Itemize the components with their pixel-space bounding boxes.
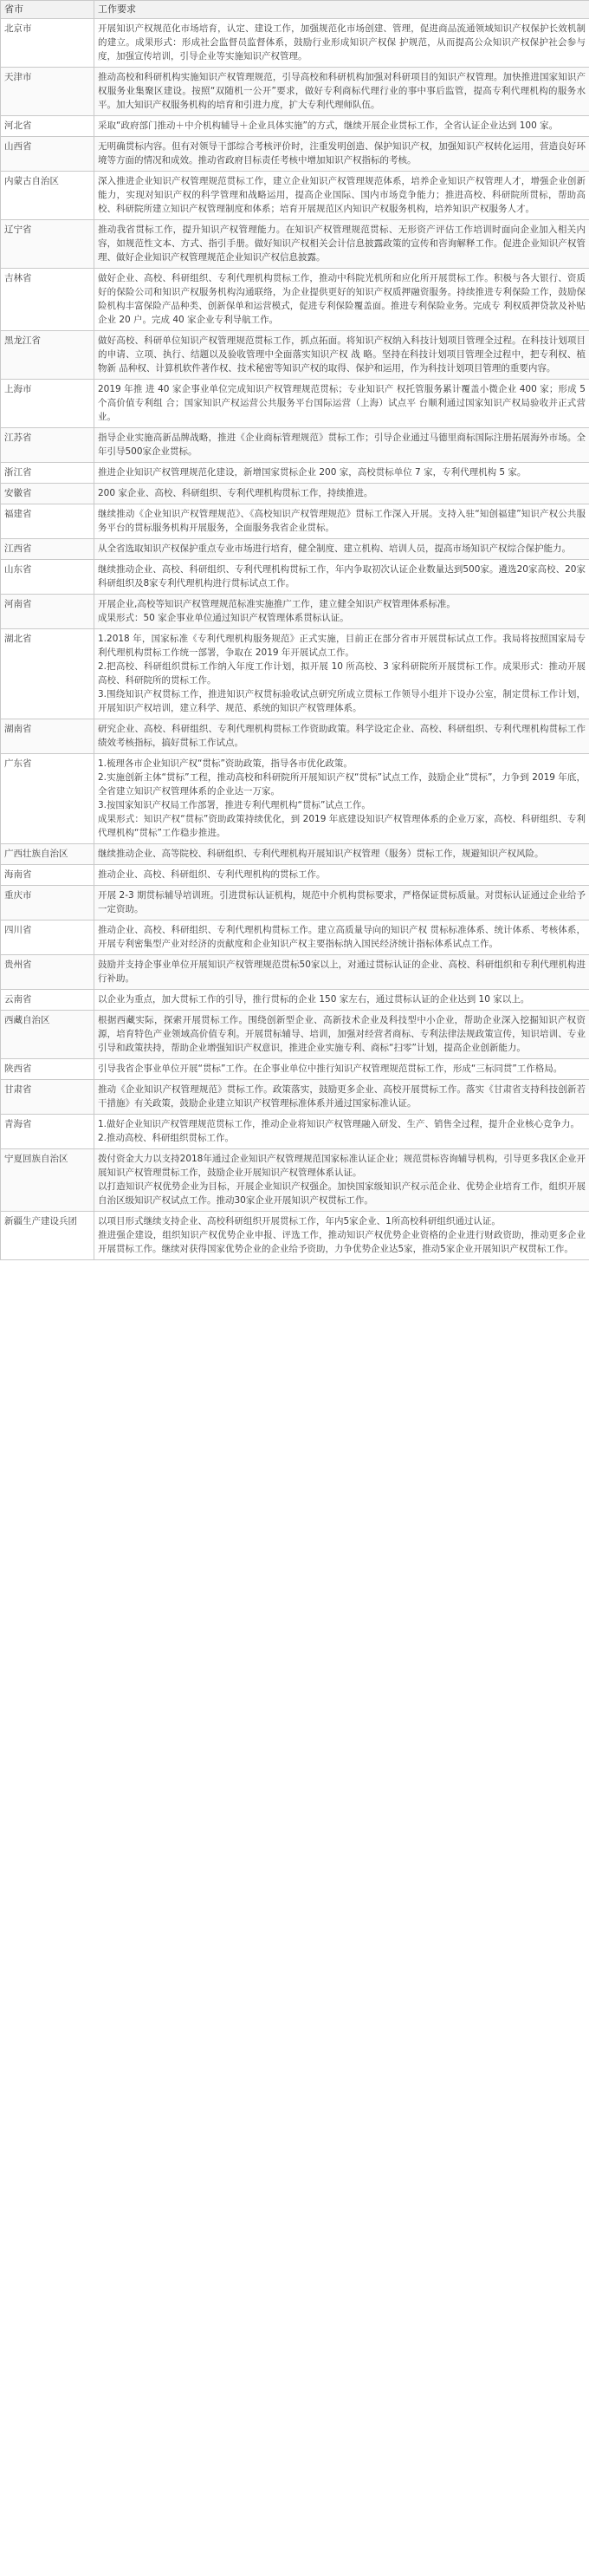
table-row [1,172,589,220]
table-body [1,19,589,1260]
province-cell: 广西壮族自治区 [1,844,94,865]
requirement-cell [94,539,589,560]
requirement-cell [94,19,589,68]
requirement-paragraph: 继续推动企业、高等院校、科研组织、专利代理机构开展知识产权管理（服务）贯标工作，规避知识产权风险。 [98,849,544,859]
header-province: 省市 [1,1,94,19]
requirement-cell [94,463,589,484]
table-row [1,269,589,331]
province-cell: 天津市 [1,68,94,116]
province-cell: 河北省 [1,116,94,137]
table-row [1,19,589,68]
requirement-paragraph: 推动高校和科研机构实施知识产权管理规范，引导高校和科研机构加强对科研项目的知识产权管理。加快推进国家知识产权服务业集聚区建设。按照“双随机一公开”要求，做好专利商标代理行业的事中事后监管，提高专利代理机构的服务水平。加大知识产权服务机构的培育和引进力度，扩大专利代理师队伍。 [98,72,586,110]
requirement-cell [94,955,589,990]
table-row [1,920,589,955]
province-cell: 黑龙江省 [1,331,94,380]
table-row [1,463,589,484]
requirement-paragraph: 2.推动高校、科研组织贯标工作。 [98,1133,235,1143]
province-cell: 山西省 [1,137,94,172]
province-cell: 上海市 [1,380,94,428]
requirement-paragraph: 做好企业、高校、科研组织、专利代理机构贯标工作，推动中科院光机所和应化所开展贯标工作。积极与各大银行、资质好的保险公司和知识产权服务机构沟通联络，为企业提供更好的知识产权质押融资服务。持续推进专利保险工作，鼓励保险机构丰富保险产品种类、创新保单和运营模式，促进专利保险覆盖面。推进专利保险业务。完成专 利权质押贷款及补贴企业 20 户。完成 40 家企业专利导航工作。 [98,273,586,325]
requirement-paragraph: 成果形式：知识产权“贯标”资助政策持续优化，到 2019 年底建设知识产权管理体系的企业万家，高校、科研组织、专利代理机构“贯标”工作稳步推进。 [98,814,586,838]
requirement-cell [94,990,589,1011]
table-row [1,844,589,865]
province-cell: 西藏自治区 [1,1011,94,1059]
requirement-cell [94,504,589,539]
table-row [1,719,589,754]
requirement-paragraph: 以企业为重点，加大贯标工作的引导，推行贯标的企业 150 家左右，通过贯标认证的企业达到 10 家以上。 [98,994,530,1005]
province-cell: 湖南省 [1,719,94,754]
province-cell: 陕西省 [1,1059,94,1080]
table-row [1,68,589,116]
requirement-cell [94,865,589,886]
requirement-cell [94,380,589,428]
table-row [1,990,589,1011]
requirement-paragraph: 以项目形式继续支持企业、高校科研组织开展贯标工作，年内5家企业、1所高校科研组织通过认证。 [98,1216,501,1226]
requirement-cell [94,886,589,920]
requirement-cell [94,68,589,116]
table-row [1,754,589,844]
document-page [0,0,589,1260]
requirement-paragraph: 200 家企业、高校、科研组织、专利代理机构贯标工作，持续推进。 [98,488,373,498]
provincial-requirements-table [0,0,589,1260]
header-requirements: 工作要求 [94,1,589,19]
requirement-paragraph: 成果形式：50 家企事业单位通过知识产权管理体系贯标认证。 [98,613,349,623]
table-row [1,595,589,629]
requirement-cell [94,331,589,380]
province-cell: 贵州省 [1,955,94,990]
requirement-paragraph: 继续推动《企业知识产权管理规范》、《高校知识产权管理规范》贯标工作深入开展。支持入驻“知创福建”知识产权公共服务平台的贯标服务机构开展服务，全面服务我省企业贯标。 [98,509,586,533]
province-cell: 海南省 [1,865,94,886]
province-cell: 云南省 [1,990,94,1011]
table-row [1,1059,589,1080]
province-cell: 宁夏回族自治区 [1,1149,94,1212]
requirement-paragraph: 2.把高校、科研组织贯标工作纳入年度工作计划，拟开展 10 所高校、3 家科研院所开展贯标工作。成果形式：推动开展高校、科研院所的贯标工作。 [98,661,586,686]
requirement-paragraph: 推动我省贯标工作，提升知识产权管理能力。在知识产权管理规范贯标、无形资产评估工作培训时面向企业加入相关内容，如规范性文本、方式、指引手册。做好知识产权相关会计信息披露政策的宣传和咨询解释工作。促进企业知识产权管理、做好企业知识产权管理规范企业知识产权信息披露。 [98,224,586,263]
province-cell: 河南省 [1,595,94,629]
requirement-cell [94,844,589,865]
province-cell: 辽宁省 [1,220,94,269]
requirement-paragraph: 1.梳理各市企业知识产权“贯标”资助政策，指导各市优化政策。 [98,758,353,769]
requirement-paragraph: 指导企业实施高新品牌战略，推进《企业商标管理规范》贯标工作；引导企业通过马德里商标国际注册拓展海外市场。全年引导500家企业贯标。 [98,433,586,457]
table-row [1,865,589,886]
table-row [1,116,589,137]
province-cell: 安徽省 [1,484,94,504]
requirement-paragraph: 推动企业、高校、科研组织、专利代理机构的贯标工作。 [98,869,326,880]
table-row [1,428,589,463]
requirement-cell [94,719,589,754]
table-row [1,560,589,595]
province-cell: 甘肃省 [1,1080,94,1115]
requirement-paragraph: 开展企业,高校等知识产权管理规范标准实施推广工作，建立健全知识产权管理体系标准。 [98,599,456,609]
requirement-paragraph: 从全省选取知识产权保护重点专业市场进行培育，健全制度、建立机构、培训人员，提高市场知识产权综合保护能力。 [98,543,571,554]
table-row [1,1011,589,1059]
requirement-paragraph: 1.做好企业知识产权管理规范贯标工作，推动企业将知识产权管理融入研发、生产、销售全过程，提升企业核心竞争力。 [98,1119,580,1129]
table-row [1,1080,589,1115]
table-row [1,380,589,428]
requirement-cell [94,595,589,629]
requirement-paragraph: 拨付资金大力以支持2018年通过企业知识产权管理规范国家标准认证企业；规范贯标咨询辅导机构，引导更多我区企业开展知识产权管理贯标工作，鼓励企业开展知识产权管理体系认证。 [98,1154,586,1178]
requirement-cell [94,172,589,220]
requirement-paragraph: 2019 年推 进 40 家企事业单位完成知识产权管理规范贯标；专业知识产 权托管服务累计覆盖小微企业 400 家；形成 5 个高价值专利组 合；国家知识产权运营公共服务平台国际运营（上海）试点平 台顺利通过国家知识产权局验收并正式营业。 [98,384,586,422]
header-row [1,1,589,19]
province-cell: 青海省 [1,1115,94,1149]
requirement-cell [94,484,589,504]
table-row [1,955,589,990]
province-cell: 内蒙古自治区 [1,172,94,220]
province-cell: 北京市 [1,19,94,68]
table-row [1,886,589,920]
province-cell: 广东省 [1,754,94,844]
requirement-cell [94,269,589,331]
requirement-cell [94,1149,589,1212]
table-row [1,1149,589,1212]
requirement-cell [94,629,589,719]
province-cell: 吉林省 [1,269,94,331]
table-header [1,1,589,19]
requirement-paragraph: 根据西藏实际，探索开展贯标工作。围绕创新型企业、高新技术企业及科技型中小企业，帮助企业深入挖掘知识产权资源，培育特色产业领域高价值专利。开展贯标辅导、培训，加强对经营者商标、专利法律法规政策宣传，知识培训、专业引导和政策扶持，帮助企业增强知识产权意识，推进企业实施专利、商标“扫零”计划，提高企业创新能力。 [98,1015,586,1053]
requirement-paragraph: 做好高校、科研单位知识产权管理规范贯标工作，抓点拓面。将知识产权纳入科技计划项目管理全过程。在科技计划项目的申请、立项、执行、结题以及验收管理中全面落实知识产权 战 略。坚持在科技计划项目管理全过程中，把专利权、植物新 品种权、计算机软件著作权、技术秘密等知识产权的取得、保护和运用，作为科技计划项目管理的重要内容。 [98,335,586,374]
requirement-paragraph: 引导我省企事业单位开展“贯标”工作。在企事业单位中推行知识产权管理规范贯标工作，形成“三标同贯”工作格局。 [98,1064,563,1074]
requirement-paragraph: 3.按国家知识产权局工作部署，推进专利代理机构“贯标”试点工作。 [98,800,371,810]
province-cell: 江西省 [1,539,94,560]
province-cell: 江苏省 [1,428,94,463]
province-cell: 福建省 [1,504,94,539]
requirement-paragraph: 推进强企建设，组织知识产权优势企业申报、评选工作，推动知识产权优势企业资格的企业进行财政资助，推动更多企业开展贯标工作。继续对获得国家优势企业的企业给予资助，力争优势企业达5家，推动5家企业开展知识产权贯标工作。 [98,1230,586,1254]
province-cell: 重庆市 [1,886,94,920]
requirement-cell [94,1059,589,1080]
table-row [1,331,589,380]
table-row [1,629,589,719]
requirement-paragraph: 以打造知识产权优势企业为目标，开展企业知识产权强企。加快国家级知识产权示范企业、优势企业培育工作，组织开展自治区级知识产权试点工作。推动30家企业开展知识产权贯标工作。 [98,1181,586,1206]
requirement-cell [94,137,589,172]
table-row [1,539,589,560]
table-row [1,504,589,539]
table-row [1,220,589,269]
requirement-paragraph: 2.实施创新主体“贯标”工程，推动高校和科研院所开展知识产权“贯标”试点工作，鼓励企业“贯标”，力争到 2019 年底，全省建立知识产权管理体系的企业达一万家。 [98,772,586,797]
requirement-cell [94,428,589,463]
requirement-paragraph: 开展 2-3 期贯标辅导培训班。引进贯标认证机构，规范中介机构贯标要求，严格保证贯标质量。对贯标认证通过企业给予一定资助。 [98,890,586,914]
requirement-paragraph: 3.围绕知识产权贯标工作，推进知识产权贯标验收试点研究所成立贯标工作领导小组并下设办公室，制定贯标工作计划，开展知识产权培训，建立科学、规范、系统的知识产权管理体系。 [98,689,586,713]
requirement-paragraph: 深入推进企业知识产权管理规范贯标工作，建立企业知识产权管理规范体系，培养企业知识产权管理人才，增强企业创新能力，实现对知识产权的科学管理和战略运用，提高企业国际、国内市场竞争能力；推进高校、科研院所贯标，帮助高校、科研院所建立知识产权管理制度和体系；培育开展规范区内知识产权服务机构，培养知识产权服务人才。 [98,176,586,214]
requirement-paragraph: 开展知识产权规范化市场培育，认定、建设工作，加强规范化市场创建、管理，促进商品流通领域知识产权保护长效机制的建立。成果形式：形成社会监督员监督体系，鼓励行业形成知识产权保 护规范，从而提高公众知识产权保护社会参与度，加强宣传培训，引导企业等实施知识产权管理。 [98,23,586,62]
province-cell: 山东省 [1,560,94,595]
requirement-cell [94,1011,589,1059]
table-row [1,1212,589,1260]
table-row [1,1115,589,1149]
requirement-paragraph: 1.2018 年，国家标准《专利代理机构服务规范》正式实施，目前正在部分省市开展贯标试点工作。我局将按照国家局专利代理机构贯标工作统一部署，争取在 2019 年开展试点工作。 [98,634,586,658]
requirement-cell [94,754,589,844]
requirement-cell [94,920,589,955]
requirement-paragraph: 无明确贯标内容。但有对领导干部综合考核评价时，注重发明创造、保护知识产权，加强知识产权转化运用，营造良好环境等方面的情况和成效。推动省政府目标责任考核中增加知识产权指标的考核。 [98,141,586,166]
table-row [1,484,589,504]
requirement-paragraph: 继续推动企业、高校、科研组织、专利代理机构贯标工作，年内争取初次认证企业数量达到500家。遴选20家高校、20家科研组织及8家专利代理机构进行贯标试点工作。 [98,564,586,589]
requirement-cell [94,1080,589,1115]
requirement-paragraph: 鼓励并支持企事业单位开展知识产权管理规范贯标50家以上，对通过贯标认证的企业、高校、科研组织和专利代理机构进行补助。 [98,959,586,984]
province-cell: 浙江省 [1,463,94,484]
requirement-cell [94,116,589,137]
requirement-cell [94,1115,589,1149]
requirement-cell [94,1212,589,1260]
table-row [1,137,589,172]
requirement-paragraph: 研究企业、高校、科研组织、专利代理机构贯标工作资助政策。科学设定企业、高校、科研组织、专利代理机构贯标工作绩效考核指标，搞好贯标工作试点。 [98,724,586,748]
requirement-paragraph: 推进企业知识产权管理规范化建设，新增国家贯标企业 200 家，高校贯标单位 7 家，专利代理机构 5 家。 [98,467,527,478]
province-cell: 湖北省 [1,629,94,719]
province-cell: 新疆生产建设兵团 [1,1212,94,1260]
requirement-paragraph: 推动《企业知识产权管理规范》贯标工作。政策落实，鼓励更多企业、高校开展贯标工作。落实《甘肃省支持科技创新若干措施》有关政策，鼓励企业建立知识产权管理标准体系并通过国家标准认证。 [98,1084,586,1109]
requirement-cell [94,220,589,269]
requirement-paragraph: 采取“政府部门推动＋中介机构辅导＋企业具体实施”的方式，继续开展企业贯标工作，全省认证企业达到 100 家。 [98,120,559,131]
requirement-cell [94,560,589,595]
requirement-paragraph: 推动企业、高校、科研组织、专利代理机构贯标工作。建立高质量导向的知识产权 贯标标准体系、统计体系、考核体系，开展专利密集型产业对经济的贡献度和企业知识产权主要指标纳入国民经济统计指标体系试点工作。 [98,925,586,949]
province-cell: 四川省 [1,920,94,955]
